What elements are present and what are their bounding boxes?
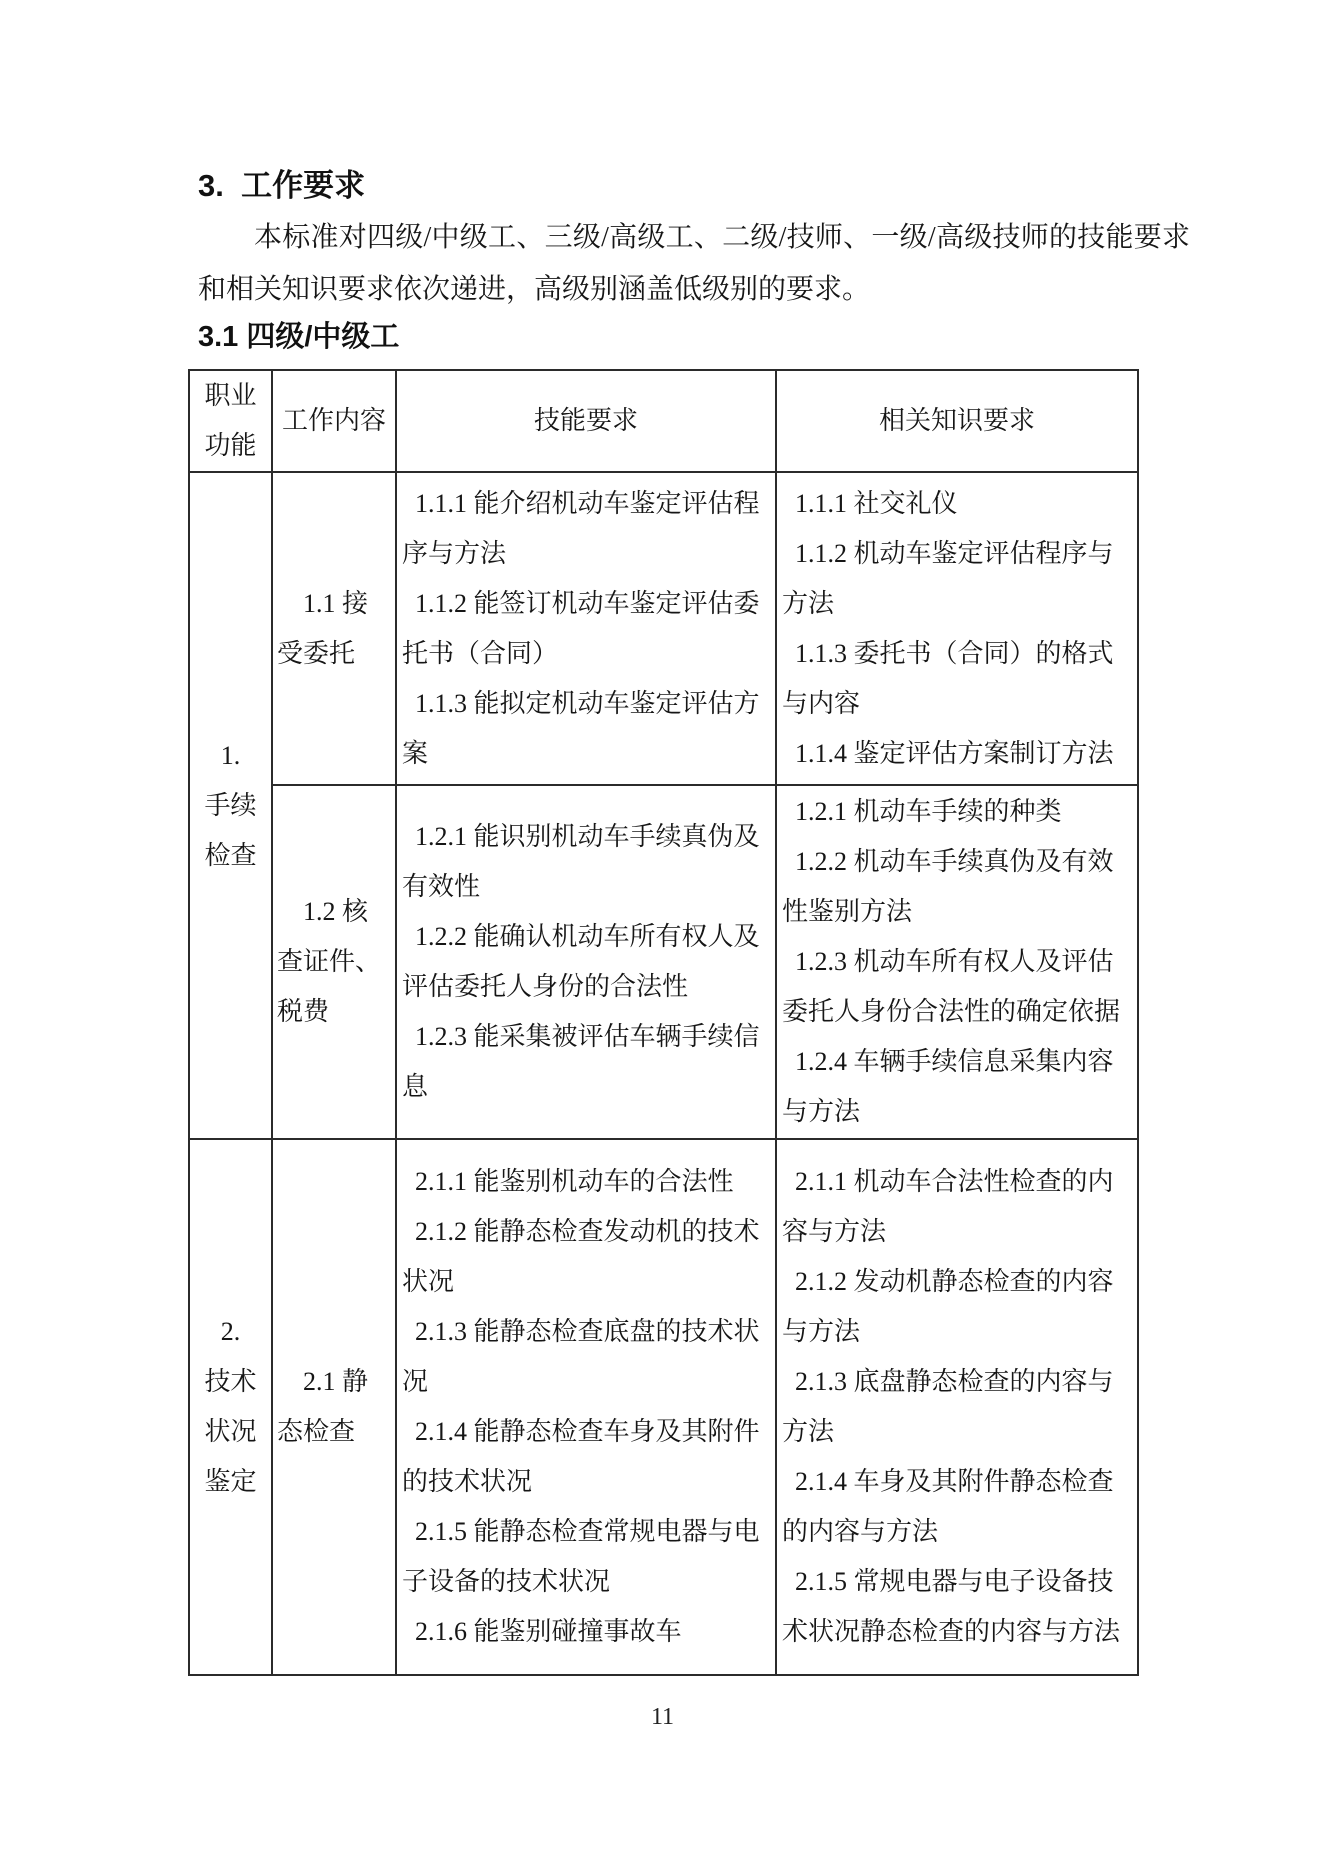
function-cell	[189, 1139, 272, 1675]
work-content-line: 1.1 接	[303, 588, 369, 618]
requirement-item: 2.1.2 发动机静态检查的内容与方法	[782, 1267, 1114, 1346]
function-cell	[189, 472, 272, 1139]
column-header-3: 相关知识要求	[776, 370, 1138, 472]
knowledge-cell	[776, 1139, 1138, 1675]
header-row	[189, 370, 1138, 472]
function-line: 2.	[220, 1317, 241, 1346]
skill-cell	[396, 785, 776, 1139]
skill-cell	[396, 472, 776, 785]
requirement-item: 1.2.1 机动车手续的种类	[795, 797, 1062, 826]
knowledge-cell	[776, 472, 1138, 785]
requirement-item: 1.1.3 委托书（合同）的格式与内容	[782, 638, 1114, 718]
table-row	[189, 472, 1138, 785]
work-content-line: 查证件、	[277, 947, 382, 976]
table-row	[189, 785, 1138, 1139]
requirement-item: 2.1.3 底盘静态检查的内容与方法	[782, 1367, 1114, 1446]
requirement-item: 1.1.2 机动车鉴定评估程序与方法	[782, 538, 1114, 618]
function-line: 状况	[204, 1417, 257, 1446]
function-line: 技术	[204, 1367, 257, 1396]
requirement-item: 2.1.2 能静态检查发动机的技术状况	[402, 1217, 760, 1296]
requirement-item: 1.2.2 机动车手续真伪及有效性鉴别方法	[782, 847, 1114, 926]
requirement-item: 1.1.3 能拟定机动车鉴定评估方案	[402, 688, 760, 768]
requirement-item: 1.1.1 能介绍机动车鉴定评估程序与方法	[402, 488, 760, 568]
table-header	[189, 370, 1138, 472]
intro-paragraph: 本标准对四级/中级工、三级/高级工、二级/技师、一级/高级技师的技能要求和相关知识要求依次递进，高级别涵盖低级别的要求。	[198, 222, 1190, 305]
function-line: 检查	[204, 840, 257, 870]
section-heading: 3. 工作要求	[198, 168, 366, 203]
work-content-line: 税费	[277, 997, 330, 1026]
requirements-table	[188, 369, 1139, 1676]
requirement-item: 2.1.1 机动车合法性检查的内容与方法	[782, 1167, 1114, 1246]
requirement-item: 1.2.3 能采集被评估车辆手续信息	[402, 1022, 760, 1101]
work-content-cell	[272, 1139, 396, 1675]
requirement-item: 1.2.2 能确认机动车所有权人及评估委托人身份的合法性	[402, 922, 760, 1001]
work-content-line: 态检查	[277, 1417, 356, 1446]
work-content-line: 1.2 核	[303, 897, 369, 926]
requirement-item: 2.1.5 常规电器与电子设备技术状况静态检查的内容与方法	[782, 1567, 1121, 1646]
work-content-cell	[272, 785, 396, 1139]
page-number: 11	[650, 1704, 675, 1730]
knowledge-cell	[776, 785, 1138, 1139]
requirement-item: 1.2.3 机动车所有权人及评估委托人身份合法性的确定依据	[782, 947, 1121, 1026]
requirement-item: 1.1.2 能签订机动车鉴定评估委托书（合同）	[402, 588, 760, 668]
requirement-item: 2.1.4 能静态检查车身及其附件的技术状况	[402, 1417, 760, 1496]
requirement-item: 2.1.5 能静态检查常规电器与电子设备的技术状况	[402, 1517, 760, 1596]
requirement-item: 2.1.6 能鉴别碰撞事故车	[415, 1617, 682, 1646]
requirement-item: 2.1.1 能鉴别机动车的合法性	[415, 1167, 734, 1196]
requirement-item: 2.1.4 车身及其附件静态检查的内容与方法	[782, 1467, 1114, 1546]
table-body	[189, 472, 1138, 1675]
table-row	[189, 1139, 1138, 1675]
requirement-item: 2.1.3 能静态检查底盘的技术状况	[402, 1317, 760, 1396]
function-line: 鉴定	[204, 1467, 257, 1496]
column-header-2: 技能要求	[396, 370, 776, 472]
skill-cell	[396, 1139, 776, 1675]
work-content-cell	[272, 472, 396, 785]
function-line: 1.	[220, 740, 241, 770]
column-header-0: 职业功能	[189, 370, 272, 472]
work-content-line: 受委托	[277, 638, 356, 668]
work-content-line: 2.1 静	[303, 1367, 369, 1396]
column-header-1: 工作内容	[272, 370, 396, 472]
requirement-item: 1.2.1 能识别机动车手续真伪及有效性	[402, 822, 760, 901]
requirement-item: 1.1.1 社交礼仪	[795, 488, 958, 518]
function-line: 手续	[204, 790, 257, 820]
requirement-item: 1.1.4 鉴定评估方案制订方法	[795, 738, 1114, 768]
subsection-heading: 3.1 四级/中级工	[198, 321, 400, 353]
requirement-item: 1.2.4 车辆手续信息采集内容与方法	[782, 1047, 1114, 1126]
